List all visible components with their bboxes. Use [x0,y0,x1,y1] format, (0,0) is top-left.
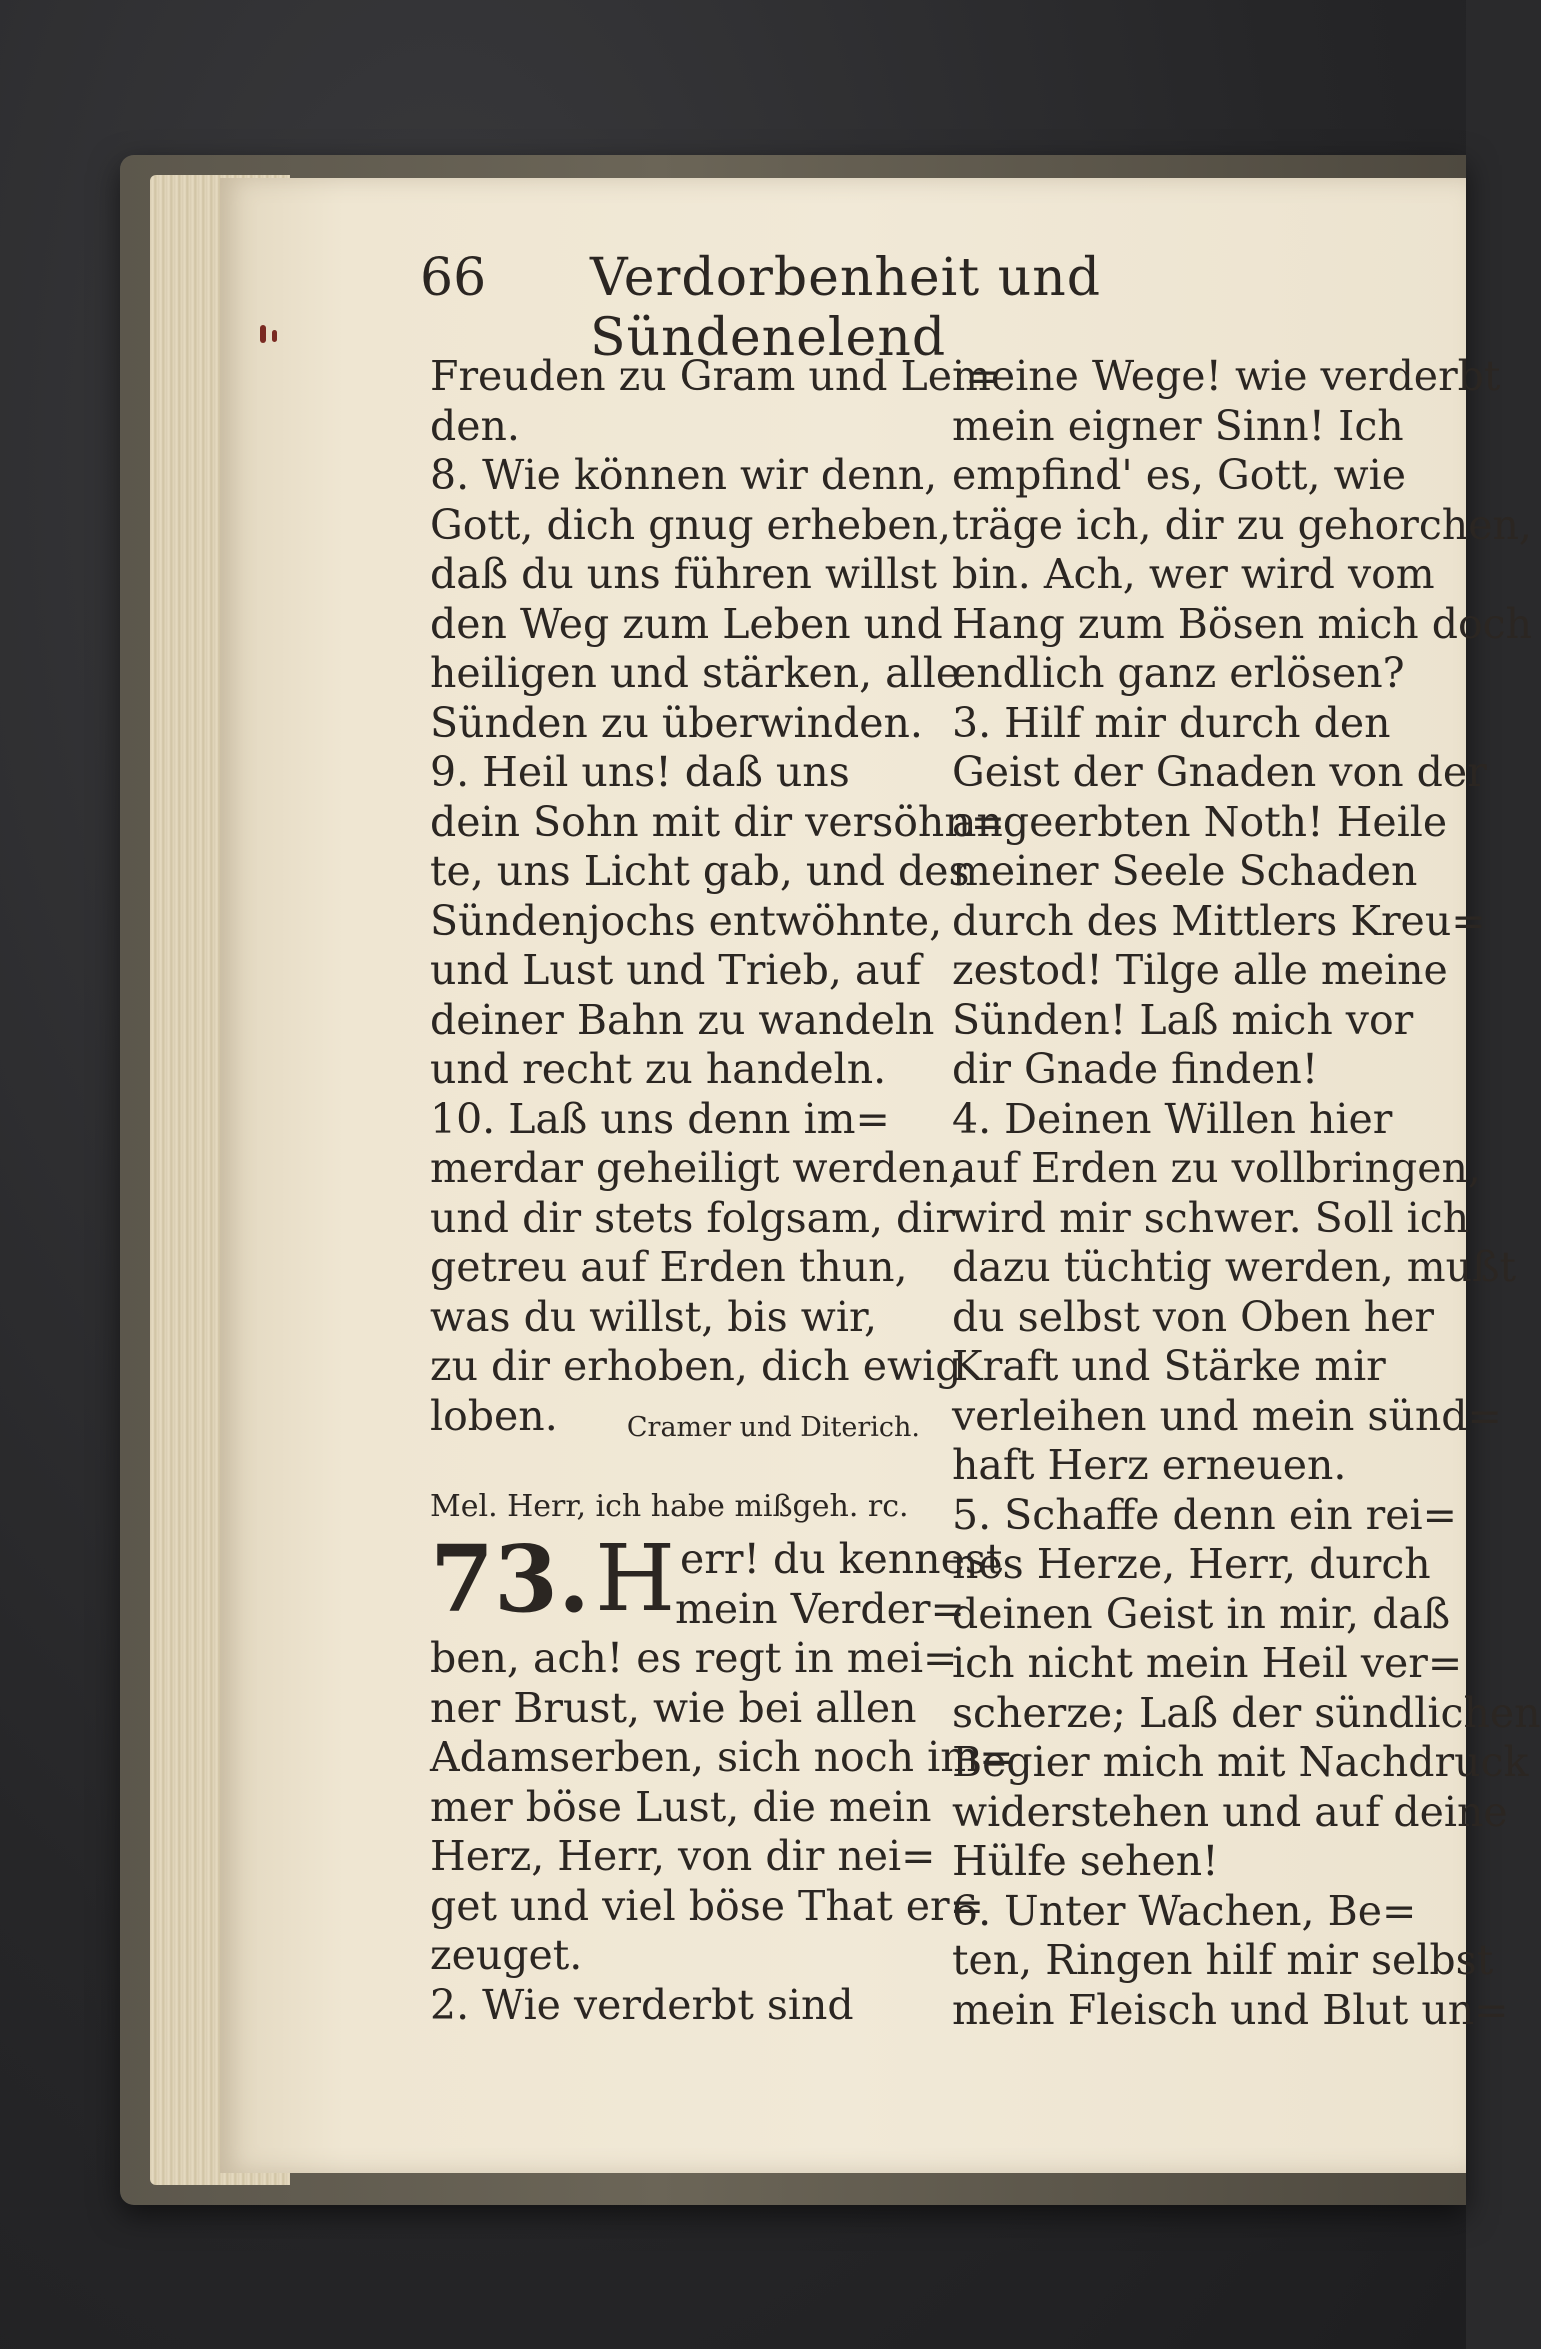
text-line: Kraft und Stärke mir [952,1342,1386,1390]
running-title: Verdorbenheit und Sündenelend [590,248,1101,368]
text-line: deinen Geist in mir, daß [952,1589,1451,1638]
text-line: du selbst von Oben her [952,1292,1435,1341]
text-line: ten, Ringen hilf mir selbst [952,1936,1494,1984]
ink-stain [260,325,266,343]
text-line: haft Herz erneuen. [952,1441,1347,1489]
ink-stain [272,330,277,342]
hymn-attribution: Cramer und Diterich. [626,1412,920,1443]
text-line: heiligen und stärken, alle [430,649,961,697]
text-line: get und viel böse That er= [430,1881,984,1930]
text-line: merdar geheiligt werden, [430,1144,962,1192]
text-line: Sünden zu überwinden. [430,698,923,747]
text-line: Sündenjochs entwöhnte, [430,896,943,945]
text-line: meiner Seele Schaden [952,847,1418,895]
text-line: zu dir erhoben, dich ewig [430,1342,962,1390]
text-line: 2. Wie verderbt sind [430,1980,854,2029]
text-line: 6. Unter Wachen, Be= [952,1886,1417,1935]
text-line: angeerbten Noth! Heile [952,797,1448,846]
page-header [420,248,1440,368]
text-line: verleihen und mein sünd= [952,1391,1502,1440]
text-line: Hang zum Bösen mich doch [952,599,1533,648]
left-column-text [430,352,1006,1441]
page-number: 66 [420,248,487,308]
left-column [430,352,1014,2030]
melody-line: Mel. Herr, ich habe mißgeh. rc. [430,1489,909,1524]
text-line: endlich ganz erlösen? [952,649,1405,697]
text-line: zestod! Tilge alle meine [952,946,1448,994]
text-line: zeuget. [430,1931,583,1979]
text-line: mer böse Lust, die mein [430,1782,932,1831]
text-line: Adamserben, sich noch im= [430,1733,1014,1781]
hymn-number: 73. [430,1525,591,1633]
text-line: bin. Ach, wer wird vom [952,550,1435,598]
text-line: Sünden! Laß mich vor [952,995,1414,1044]
hymn-first-line: err! du kennest [680,1535,1003,1583]
text-line: den. [430,401,520,450]
text-line: wird mir schwer. Soll ich [952,1193,1470,1242]
text-line: und dir stets folgsam, dir [430,1193,956,1242]
text-line: deiner Bahn zu wandeln [430,995,935,1044]
text-line: ner Brust, wie bei allen [430,1683,917,1732]
text-line: was du willst, bis wir, [430,1292,878,1341]
text-line: Gott, dich gnug erheben, [430,500,952,549]
text-line: mein Fleisch und Blut un= [952,1985,1509,2034]
hymn-second-line: mein Verder= [675,1584,965,1633]
text-line: Freuden zu Gram und Lei= [430,352,1000,400]
text-line: Herz, Herr, von dir nei= [430,1832,936,1880]
text-line: daß du uns führen willst [430,550,937,598]
text-line: und Lust und Trieb, auf [430,946,922,994]
text-line: dazu tüchtig werden, mußt [952,1243,1516,1291]
text-line: den Weg zum Leben und [430,599,943,648]
text-line: dein Sohn mit dir versöhn= [430,797,1006,846]
text-line: te, uns Licht gab, und des [430,847,970,895]
text-line: scherze; Laß der sündlichen [952,1688,1541,1737]
text-line: 9. Heil uns! daß uns [430,748,850,796]
right-column-text [952,352,1541,2035]
text-line: 5. Schaffe denn ein rei= [952,1490,1457,1539]
text-line: 3. Hilf mir durch den [952,698,1391,747]
text-line: und recht zu handeln. [430,1045,887,1093]
text-line: 10. Laß uns denn im= [430,1094,890,1143]
text-line: getreu auf Erden thun, [430,1243,908,1291]
text-line: ich nicht mein Heil ver= [952,1639,1463,1687]
text-line: widerstehen und auf deine [952,1787,1508,1836]
text-line: auf Erden zu vollbringen, [952,1144,1481,1192]
text-line: Hülfe sehen! [952,1837,1219,1885]
text-line: empfind' es, Gott, wie [952,451,1406,499]
right-column [952,352,1541,2035]
text-line: nes Herze, Herr, durch [952,1540,1431,1588]
text-line: Begier mich mit Nachdruck [952,1738,1529,1786]
text-line: 4. Deinen Willen hier [952,1094,1393,1143]
text-line: dir Gnade finden! [952,1045,1319,1093]
text-line: mein eigner Sinn! Ich [952,401,1404,450]
left-column-hymn-text [430,1634,1014,2030]
text-line: durch des Mittlers Kreu= [952,896,1486,945]
text-line: meine Wege! wie verderbt [952,352,1501,400]
text-line: Geist der Gnaden von der [952,748,1487,796]
text-line: träge ich, dir zu gehorchen, [952,500,1532,549]
text-line: loben. [430,1391,558,1440]
hymn-heading [430,1525,1003,1634]
text-line: 8. Wie können wir denn, [430,451,938,499]
hymn-dropcap: H [595,1525,676,1632]
text-line: ben, ach! es regt in mei= [430,1634,958,1682]
